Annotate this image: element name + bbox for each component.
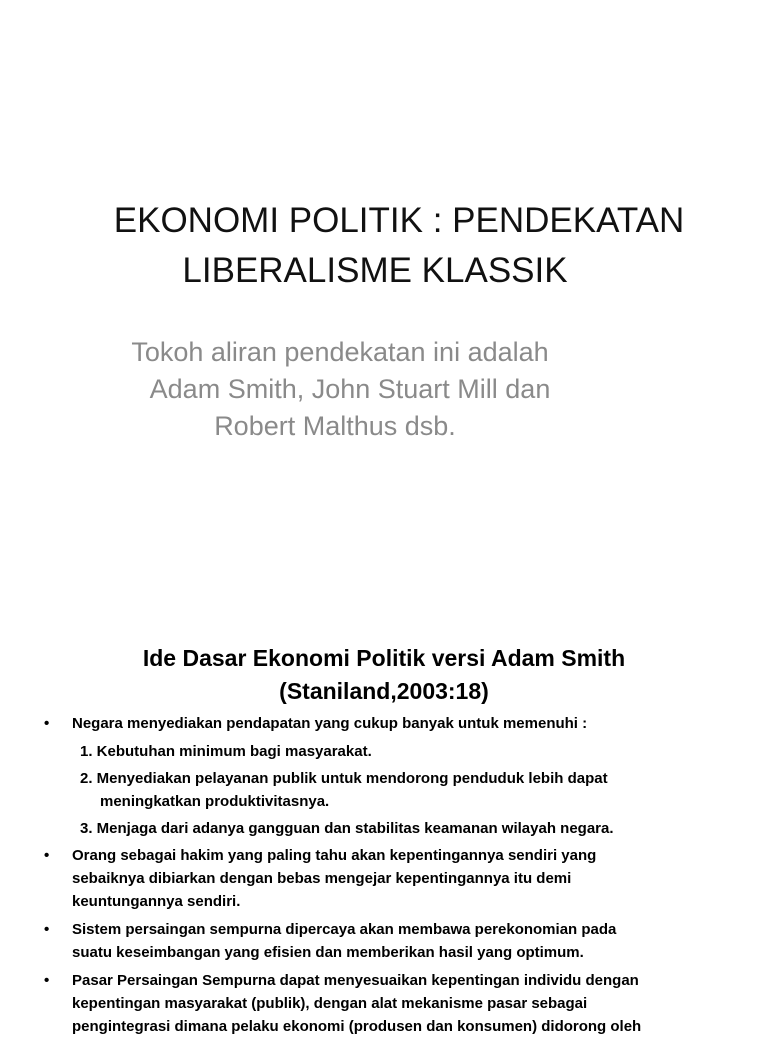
bullet-item [44,844,744,913]
slide-2-content [44,712,744,1043]
bullet-item [44,918,744,964]
bullet-dot-icon: • [44,972,50,989]
subtitle-line-2: Adam Smith, John Stuart Mill dan [149,374,551,404]
slide-1-subtitle [40,334,720,445]
bullet-item [44,712,744,735]
sub-item-text: 2. Menyediakan pelayanan publik untuk mendorong penduduk lebih dapat [80,770,608,787]
bullet-text: Pasar Persaingan Sempurna dapat menyesuaikan kepentingan individu dengan [72,972,639,989]
slide-1-title [40,196,730,296]
title-line-1: EKONOMI POLITIK : PENDEKATAN [113,201,685,240]
slide-2-title-line-2: (Staniland,2003:18) [279,678,489,704]
bullet-text: sebaiknya dibiarkan dengan bebas mengejar kepentingannya itu demi [72,870,572,887]
sub-item-text: 1. Kebutuhan minimum bagi masyarakat. [80,743,372,760]
bullet-dot-icon: • [44,847,50,864]
slide-2-title-line-1: Ide Dasar Ekonomi Politik versi Adam Smith [142,645,626,671]
bullet-text: Sistem persaingan sempurna dipercaya akan membawa perekonomian pada [72,921,617,938]
sub-item-text: 3. Menjaga dari adanya gangguan dan stabilitas keamanan wilayah negara. [80,820,614,837]
bullet-item [44,969,744,1038]
bullet-dot-icon: • [44,715,50,732]
bullet-dot-icon: • [44,921,50,938]
bullet-text: suatu keseimbangan yang efisien dan memberikan hasil yang optimum. [72,944,584,961]
title-line-2: LIBERALISME KLASSIK [182,251,568,290]
subtitle-line-3: Robert Malthus dsb. [214,411,456,441]
subtitle-line-1: Tokoh aliran pendekatan ini adalah [131,337,549,367]
bullet-text: Negara menyediakan pendapatan yang cukup banyak untuk memenuhi : [72,715,588,732]
sub-item [44,817,744,840]
bullet-text: Orang sebagai hakim yang paling tahu akan kepentingannya sendiri yang [72,847,597,864]
bullet-text: pengintegrasi dimana pelaku ekonomi (produsen dan konsumen) didorong oleh [72,1018,642,1035]
sub-item-text: meningkatkan produktivitasnya. [100,793,330,810]
slide-2 [0,600,768,1035]
bullet-text: kepentingan masyarakat (publik), dengan alat mekanisme pasar sebagai [72,995,588,1012]
sub-item [44,740,744,763]
slide-2-title [0,642,768,708]
bullet-text: keuntungannya sendiri. [72,893,241,910]
sub-item [44,767,744,813]
